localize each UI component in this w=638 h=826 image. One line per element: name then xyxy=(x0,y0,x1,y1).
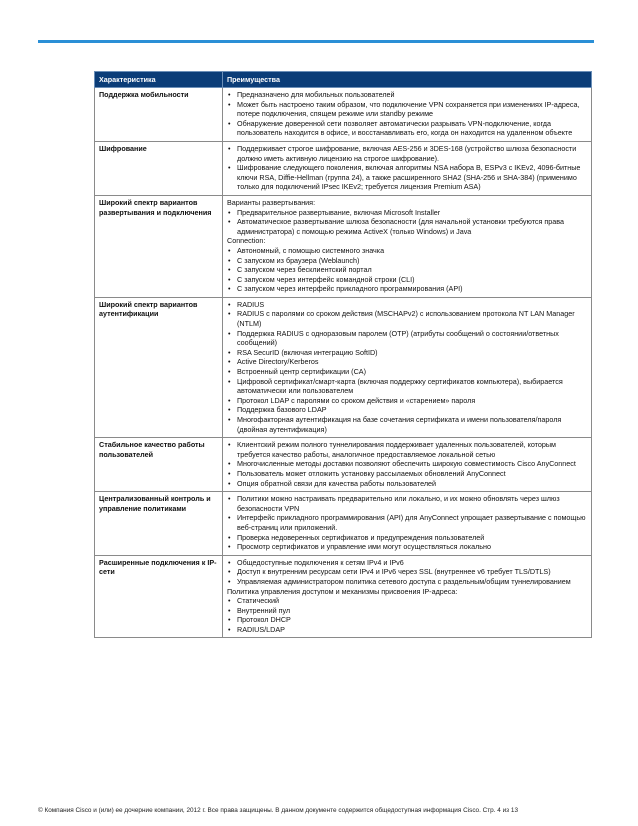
list-item: • Пользователь может отложить установку рассылаемых обновлений AnyConnect xyxy=(227,469,587,479)
list-item: • Опция обратной связи для качества работы пользователей xyxy=(227,479,587,489)
benefit-list xyxy=(227,440,587,488)
list-item: • Многочисленные методы доставки позволяют обеспечить широкую совместимость Cisco AnyConnect xyxy=(227,459,587,469)
list-item: • Может быть настроено таким образом, что подключение VPN сохраняется при изменениях IP-адреса, потере подключения, спящем режиме или standby режиме xyxy=(227,100,587,119)
benefit-list xyxy=(227,300,587,434)
page-footer: © Компания Cisco и (или) ее дочерние компании, 2012 г. Все права защищены. В данном документе содержится общедоступная информация Cisco. Стр. 4 из 13 xyxy=(38,807,519,814)
list-item: • Протокол LDAP с паролями со сроком действия и «старением» пароля xyxy=(227,396,587,406)
benefit-text: Connection: xyxy=(227,236,266,246)
list-item: • Многофакторная аутентификация на базе сочетания сертификата и имени пользователя/пароля (двойная аутентификация) xyxy=(227,415,587,434)
list-item: • С запуском через интерфейс прикладного программирования (API) xyxy=(227,284,587,294)
list-item: • Поддерживает строгое шифрование, включая AES-256 и 3DES-168 (устройство шлюза безопасности должно иметь активную лицензию на строгое шифрование). xyxy=(227,144,587,163)
table-row xyxy=(95,141,592,195)
feature-cell: Широкий спектр вариантов аутентификации xyxy=(95,297,223,437)
benefit-cell xyxy=(223,88,592,142)
benefit-list xyxy=(227,558,587,587)
list-item: • Политики можно настраивать предварительно или локально, и их можно обновлять через шлюз безопасности VPN xyxy=(227,494,587,513)
list-item: • Интерфейс прикладного программирования (API) для AnyConnect упрощает развертывание с помощью веб-страниц или приложений. xyxy=(227,513,587,532)
list-item: • Общедоступные подключения к сетям IPv4 и IPv6 xyxy=(227,558,587,568)
benefit-list xyxy=(227,596,587,634)
benefit-cell xyxy=(223,438,592,492)
feature-cell: Стабильное качество работы пользователей xyxy=(95,438,223,492)
table-row xyxy=(95,297,592,437)
list-item: • RADIUS с паролями со сроком действия (MSCHAPv2) с использованием протокола NT LAN Manager (NTLM) xyxy=(227,309,587,328)
list-item: • Обнаружение доверенной сети позволяет автоматически разрывать VPN-подключение, когда пользователь находится в офисе, и восстанавливать его, когда он находится на удаленном объекте xyxy=(227,119,587,138)
benefit-cell xyxy=(223,141,592,195)
benefit-cell xyxy=(223,555,592,638)
benefit-text: Варианты развертывания: xyxy=(227,197,316,207)
feature-cell: Централизованный контроль и управление политиками xyxy=(95,492,223,556)
list-item: • RSA SecurID (включая интеграцию SoftID) xyxy=(227,348,587,358)
feature-cell: Расширенные подключения к IP-сети xyxy=(95,555,223,638)
list-item: • С запуском из браузера (Weblaunch) xyxy=(227,256,587,266)
benefit-list xyxy=(227,494,587,552)
table-row xyxy=(95,492,592,556)
list-item: • Проверка недоверенных сертификатов и предупреждения пользователей xyxy=(227,533,587,543)
table-header-row xyxy=(95,72,592,88)
list-item: • Цифровой сертификат/смарт-карта (включая поддержку сертификатов компьютера), выбирается автоматически или пользователем xyxy=(227,377,587,396)
feature-cell: Поддержка мобильности xyxy=(95,88,223,142)
table-row xyxy=(95,555,592,638)
list-item: • RADIUS xyxy=(227,300,587,310)
list-item: • С запуском через бесклиентский портал xyxy=(227,265,587,275)
benefit-list xyxy=(227,90,587,138)
feature-cell: Шифрование xyxy=(95,141,223,195)
list-item: • Шифрование следующего поколения, включая алгоритмы NSA набора B, ESPv3 с IKEv2, 4096-битные ключи RSA, Diffie-Hellman (группа 24), а также расширенного SHA2 (SHA-256 и SHA-384) (применимо только для подключений IPsec IKEv2; требуется лицензия Premium ASA) xyxy=(227,163,587,192)
list-item: • Внутренний пул xyxy=(227,606,587,616)
benefit-list xyxy=(227,144,587,192)
table-row xyxy=(95,438,592,492)
list-item: • Протокол DHCP xyxy=(227,615,587,625)
benefit-text: Политика управления доступом и механизмы присвоения IP-адреса: xyxy=(227,586,458,596)
benefit-cell xyxy=(223,297,592,437)
table-row xyxy=(95,195,592,297)
list-item: • Доступ к внутренним ресурсам сети IPv4 и IPv6 через SSL (внутреннее v6 требует TLS/DTLS) xyxy=(227,567,587,577)
list-item: • Статический xyxy=(227,596,587,606)
column-header-benefit: Преимущества xyxy=(223,72,592,88)
benefit-cell xyxy=(223,492,592,556)
list-item: • Предназначено для мобильных пользователей xyxy=(227,90,587,100)
list-item: • Управляемая администратором политика сетевого доступа с раздельным/общим туннелированием xyxy=(227,577,587,587)
list-item: • Поддержка базового LDAP xyxy=(227,405,587,415)
column-header-feature: Характеристика xyxy=(95,72,223,88)
features-table xyxy=(94,71,592,638)
list-item: • Предварительное развертывание, включая Microsoft Installer xyxy=(227,208,587,218)
list-item: • Встроенный центр сертификации (CA) xyxy=(227,367,587,377)
list-item: • Автоматическое развертывание шлюза безопасности (для начальной установки требуются права администратора) с помощью режима ActiveX (только Windows) и Java xyxy=(227,217,587,236)
list-item: • Автономный, с помощью системного значка xyxy=(227,246,587,256)
table-row xyxy=(95,88,592,142)
top-accent-bar xyxy=(38,40,594,43)
benefit-cell xyxy=(223,195,592,297)
feature-cell: Широкий спектр вариантов развертывания и подключения xyxy=(95,195,223,297)
benefit-list xyxy=(227,246,587,294)
list-item: • Клиентский режим полного туннелирования поддерживает удаленных пользователей, которым требуется качество работы, аналогичное предоставляемое локальной сетью xyxy=(227,440,587,459)
benefit-list xyxy=(227,208,587,237)
list-item: • Active Directory/Kerberos xyxy=(227,357,587,367)
list-item: • Просмотр сертификатов и управление ими могут осуществляться локально xyxy=(227,542,587,552)
list-item: • RADIUS/LDAP xyxy=(227,625,587,635)
list-item: • С запуском через интерфейс командной строки (CLI) xyxy=(227,275,587,285)
list-item: • Поддержка RADIUS с одноразовым паролем (OTP) (атрибуты сообщений о состоянии/ответных сообщений) xyxy=(227,329,587,348)
